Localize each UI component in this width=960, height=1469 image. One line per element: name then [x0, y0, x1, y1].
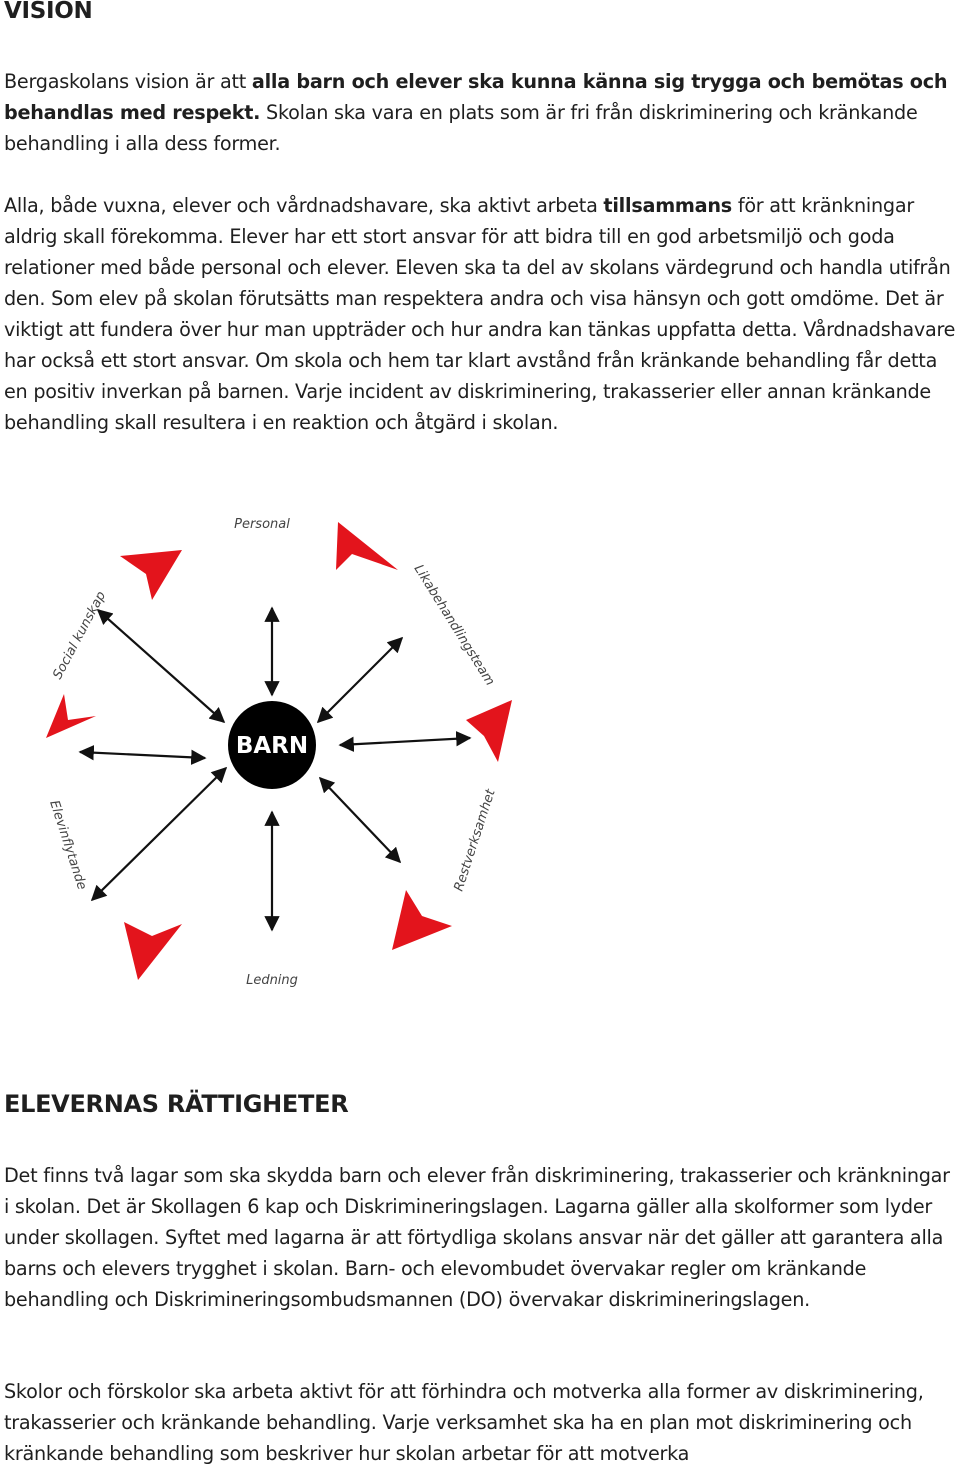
vision-p2-text-end: för att kränkningar aldrig skall förekomma. Elever har ett stort ansvar för att bidra till en god arbetsmiljö och goda relationer med både personal och elever. Eleven ska ta del av skolans värdegrund och handla utifrån den. Som elev på skolan förutsätts man respektera andra och visa hänsyn och gott omdöme. Det är viktigt att fundera över hur man uppträder och hur andra kan tänkas uppfatta detta. Vårdnadshavare har också ett stort ansvar. Om skola och hem tar klart avstånd från kränkande behandling får detta en positiv inverkan på barnen. Varje incident av diskriminering, trakasserier eller annan kränkande behandling skall resultera i en reaktion och åtgärd i skolan.: [4, 194, 956, 434]
rights-heading: ELEVERNAS RÄTTIGHETER: [4, 1090, 349, 1118]
red-arrow-left: [46, 694, 96, 738]
vision-p1-emphasis: alla barn och elever ska kunna känna sig trygga och bemötas och behandlas med respekt.: [4, 70, 948, 124]
arrow-top-right: [318, 638, 402, 722]
red-arrow-right: [466, 700, 512, 762]
barn-diagram: [0, 490, 560, 1000]
red-arrow-bottom-right: [392, 890, 452, 950]
vision-heading: VISION: [4, 0, 93, 24]
arrow-right: [340, 738, 470, 745]
red-arrow-bottom-left: [124, 922, 182, 980]
vision-p1-text-start: Bergaskolans vision är att: [4, 70, 252, 93]
arrow-bottom-right: [320, 778, 400, 862]
vision-paragraph-1: [4, 66, 960, 159]
rights-paragraph-1: Det finns två lagar som ska skydda barn och elever från diskriminering, trakasserier och kränkningar i skolan. Det är Skollagen 6 kap och Diskrimineringslagen. Lagarna gäller alla skolformer som lyder under skollagen. Syftet med lagarna är att förtydliga skolans ansvar när det gäller att garantera alla barns och elevers trygghet i skolan. Barn- och elevombudet övervakar regler om kränkande behandling och Diskrimineringsombudsmannen (DO) övervakar diskrimineringslagen.: [4, 1164, 950, 1311]
vision-p1-text-end: Skolan ska vara en plats som är fri från diskriminering och kränkande behandling i alla dess former.: [4, 101, 918, 155]
label-social-kunskap: Social kunskap: [50, 589, 110, 682]
vision-p2-text-start: Alla, både vuxna, elever och vårdnadshavare, ska aktivt arbeta: [4, 194, 604, 217]
red-arrow-top-left: [120, 550, 182, 600]
rights-paragraph-2: Skolor och förskolor ska arbeta aktivt för att förhindra och motverka alla former av diskriminering, trakasserier och kränkande behandling. Varje verksamhet ska ha en plan mot diskriminering och kränkande behandling som beskriver hur skolan arbetar för att motverka: [4, 1380, 924, 1465]
arrow-top-left: [98, 610, 224, 722]
label-likabehandlingsteam: Likabehandlingsteam: [410, 562, 498, 689]
label-elevinflytande: Elevinflytande: [46, 798, 90, 892]
vision-p2-emphasis: tillsammans: [603, 194, 732, 217]
label-restverksamhet: Restverksamhet: [451, 787, 499, 894]
arrow-left: [80, 752, 205, 758]
red-arrow-top-right: [336, 522, 398, 570]
barn-label: BARN: [235, 733, 309, 759]
label-ledning: Ledning: [246, 973, 298, 988]
vision-paragraph-2: [4, 190, 960, 438]
label-personal: Personal: [234, 517, 290, 532]
arrow-bottom-left: [92, 768, 226, 900]
